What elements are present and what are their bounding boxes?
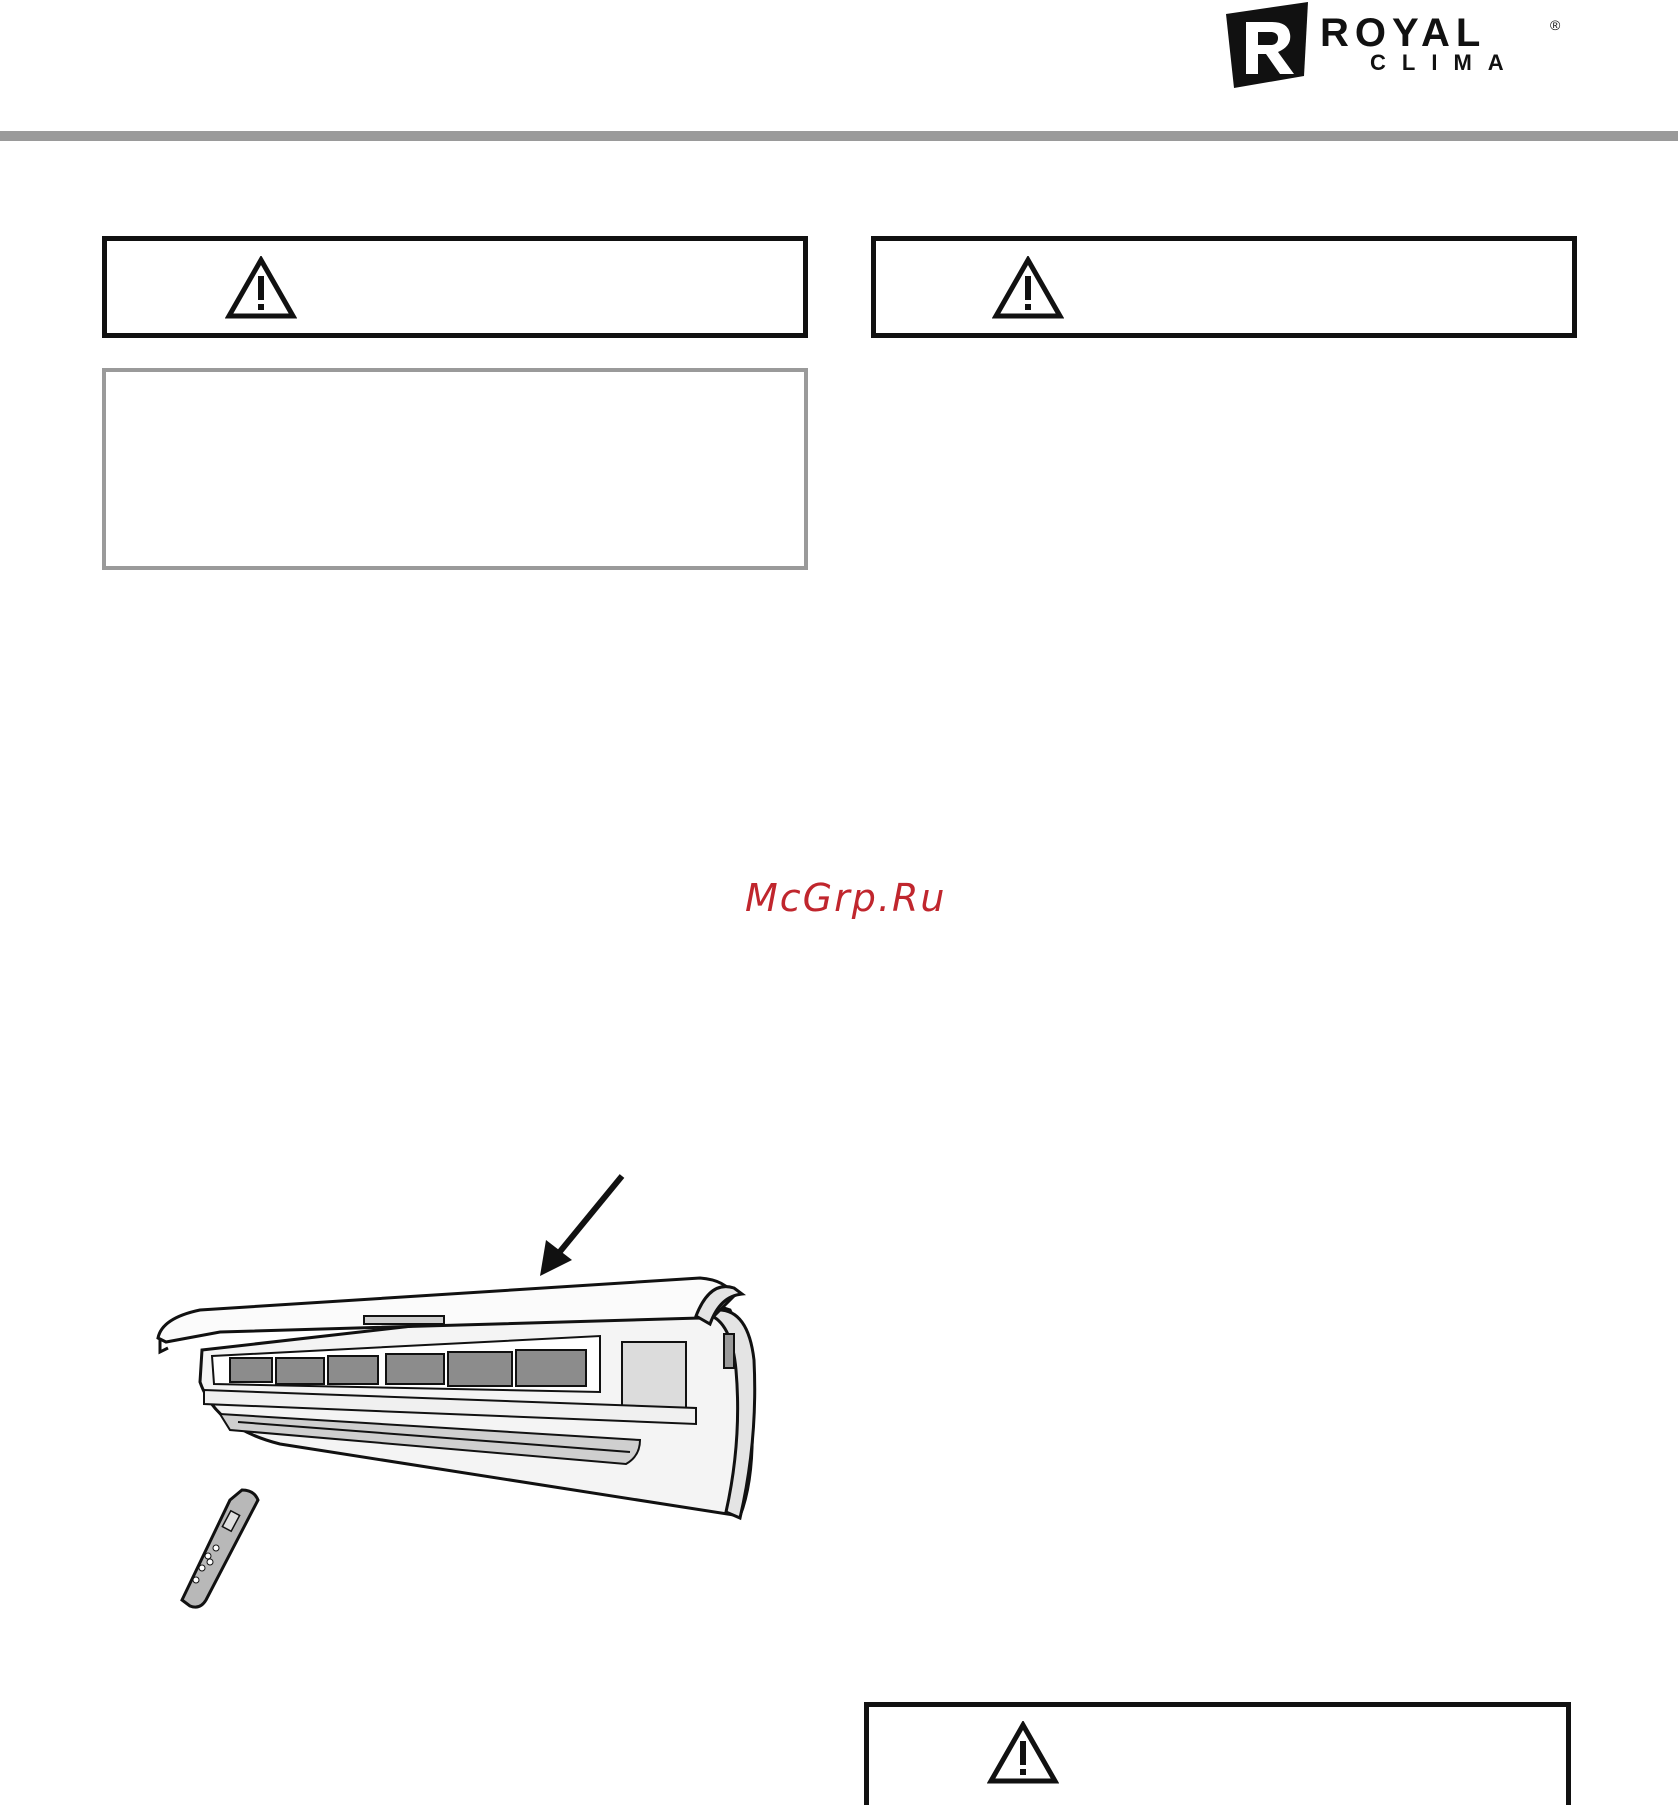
warning-box-right [871, 236, 1577, 338]
watermark-text: McGrp.Ru [745, 876, 947, 920]
remote-control-illustration [182, 1490, 258, 1607]
logo-brand-name: ROYAL [1320, 11, 1487, 55]
logo-registered-mark: ® [1550, 17, 1561, 33]
header-rule [0, 131, 1678, 141]
warning-triangle-icon [225, 256, 297, 320]
warning-box-left [102, 236, 808, 338]
warning-triangle-icon [987, 1721, 1059, 1785]
air-conditioner-illustration [140, 1160, 780, 1620]
warning-triangle-icon [992, 256, 1064, 320]
info-box [102, 368, 808, 570]
brand-logo [1222, 0, 1574, 92]
logo-brand-sub: CLIMA [1370, 50, 1520, 75]
arrow-pointer-icon [540, 1176, 622, 1276]
warning-box-bottom [864, 1702, 1571, 1805]
indoor-unit-drawing [140, 1160, 780, 1620]
